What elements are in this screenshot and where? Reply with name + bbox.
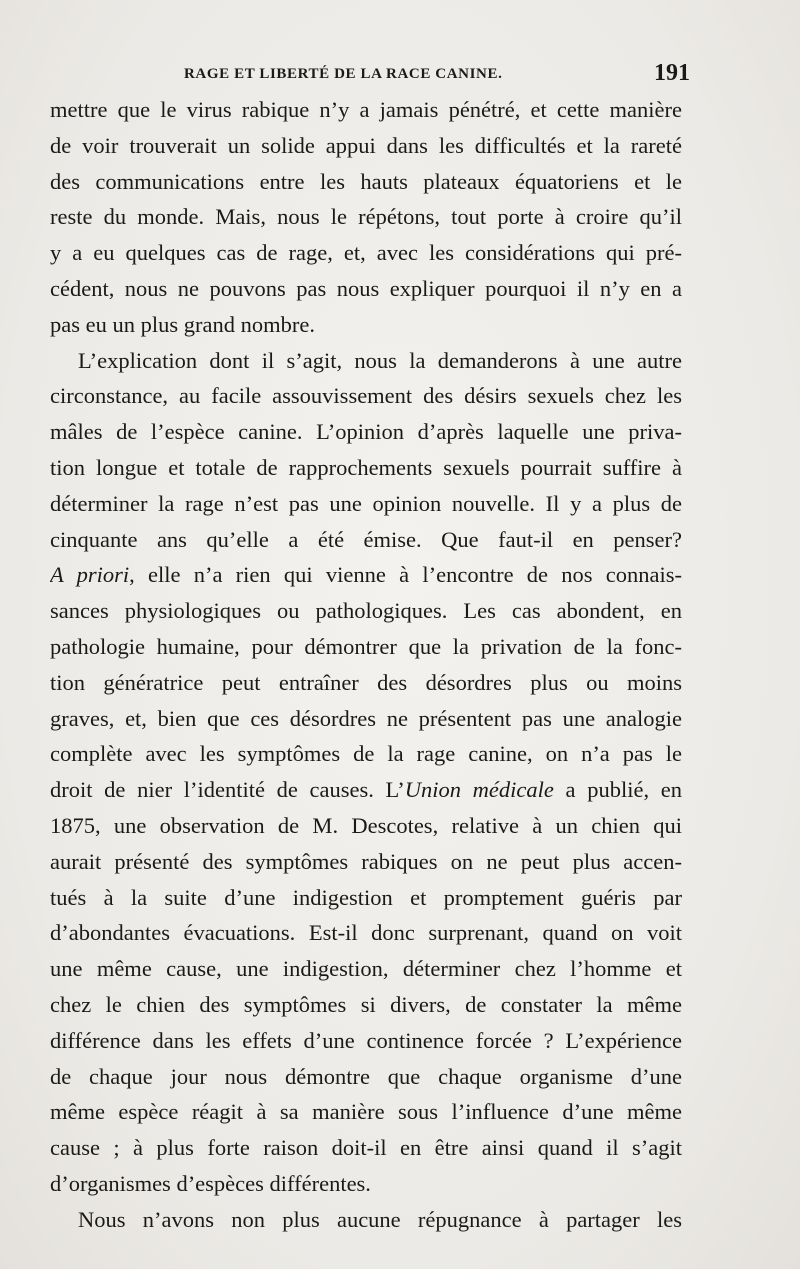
italic-phrase: Union médicale [404,777,554,803]
text-line: cédent, nous ne pouvons pas nous expliquer pourquoi il n’y en a [50,275,682,301]
italic-phrase: A priori [50,562,130,588]
text-line: aurait présenté des symptômes rabiques on ne peut plus accen- [50,848,682,874]
text-line: y a eu quelques cas de rage, et, avec les considérations qui pré- [50,240,682,266]
text-line: circonstance, au facile assouvissement des désirs sexuels chez les [50,383,682,409]
text-line: tués à la suite d’une indigestion et promptement guéris par [50,884,682,910]
text-line: pas eu un plus grand nombre. [50,311,315,337]
text-line: pathologie humaine, pour démontrer que la privation de la fonc- [50,633,682,659]
paragraph [50,1202,682,1238]
text-line: une même cause, une indigestion, déterminer chez l’homme et [50,956,682,982]
text-line: cause ; à plus forte raison doit-il en être ainsi quand il s’agit [50,1135,682,1161]
text-line-a-priori: A priori, elle n’a rien qui vienne à l’encontre de nos connais- [50,562,682,588]
text-line: mâles de l’espèce canine. L’opinion d’après laquelle une priva- [50,419,682,445]
body-text [50,92,682,1238]
text-line: de voir trouverait un solide appui dans les difficultés et la rareté [50,132,682,158]
text-line: des communications entre les hauts plateaux équatoriens et le [50,168,682,194]
text-line: Nous n’avons non plus aucune répugnance à partager les [78,1206,682,1232]
text-line: reste du monde. Mais, nous le répétons, tout porte à croire qu’il [50,204,682,230]
page-header [50,60,690,90]
text-line-union-medicale: droit de nier l’identité de causes. L’Union médicale a publié, en [50,777,682,803]
running-head: RAGE ET LIBERTÉ DE LA RACE CANINE. [184,66,503,82]
text-line: 1875, une observation de M. Descotes, relative à un chien qui [50,812,682,838]
text-line: L’explication dont il s’agit, nous la demanderons à une autre [78,347,682,373]
paragraph [50,343,682,1202]
text-line: même espèce réagit à sa manière sous l’influence d’une même [50,1099,682,1125]
text-line: mettre que le virus rabique n’y a jamais pénétré, et cette manière [50,97,682,122]
text-line: complète avec les symptômes de la rage canine, on n’a pas le [50,741,682,767]
paragraph [50,92,682,343]
text-line: d’abondantes évacuations. Est-il donc surprenant, quand on voit [50,920,682,946]
text-line: différence dans les effets d’une continence forcée ? L’expérience [50,1027,682,1053]
text-line: déterminer la rage n’est pas une opinion nouvelle. Il y a plus de [50,490,682,516]
text-line: cinquante ans qu’elle a été émise. Que faut-il en penser? [50,526,682,552]
text-line: de chaque jour nous démontre que chaque organisme d’une [50,1063,682,1089]
text-line: tion longue et totale de rapprochements sexuels pourrait suffire à [50,454,682,480]
text-line: graves, et, bien que ces désordres ne présentent pas une analogie [50,705,682,731]
text-line: chez le chien des symptômes si divers, de constater la même [50,991,682,1017]
text-line: tion génératrice peut entraîner des désordres plus ou moins [50,669,682,695]
page-number: 191 [654,60,690,86]
text-line: d’organismes d’espèces différentes. [50,1170,371,1196]
text-line: sances physiologiques ou pathologiques. Les cas abondent, en [50,598,682,624]
